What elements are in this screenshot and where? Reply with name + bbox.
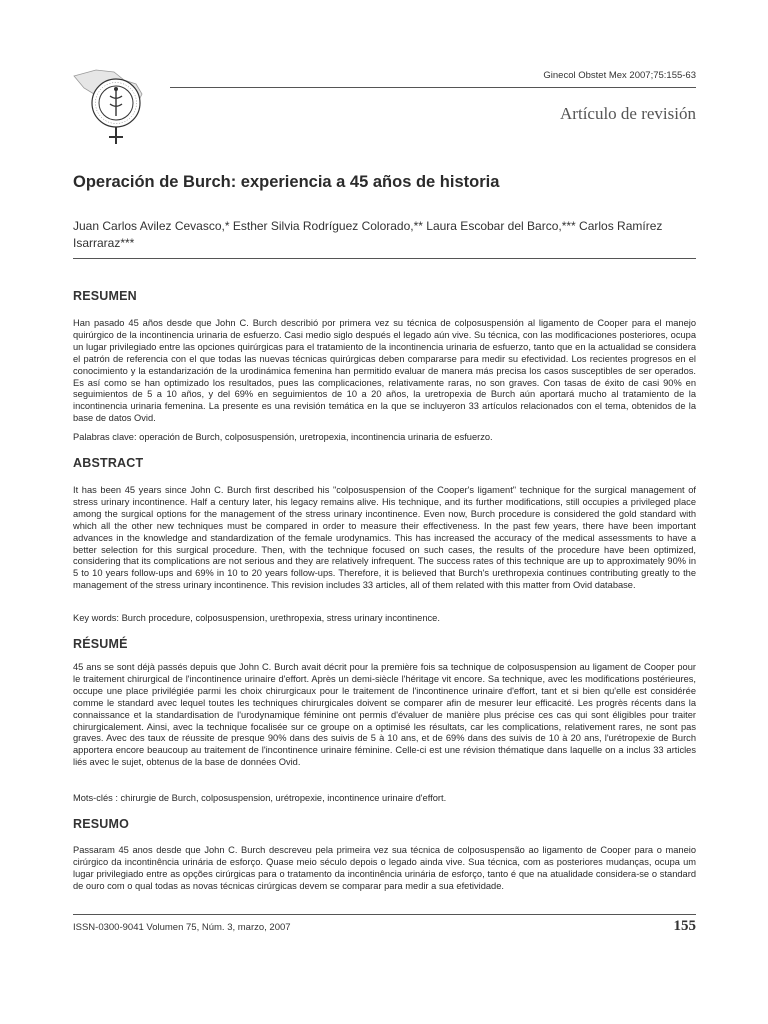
- resume-keywords: Mots-clés : chirurgie de Burch, colposuspension, urétropexie, incontinence urinaire d'effort.: [73, 793, 447, 803]
- header-divider: [170, 87, 696, 88]
- resume-heading: RÉSUMÉ: [73, 637, 128, 651]
- author-list: Juan Carlos Avilez Cevasco,* Esther Silvia Rodríguez Colorado,** Laura Escobar del Barco,*** Carlos Ramírez Isarraraz***: [73, 219, 663, 250]
- section-type-label: Artículo de revisión: [560, 104, 696, 123]
- resumen-body: Han pasado 45 años desde que John C. Burch describió por primera vez su técnica de colposuspensión al ligamento de Cooper para el manejo quirúrgico de la incontinencia urinaria de esfuerzo. Casi medio siglo después el legado aún vive. Su técnica, con las modificaciones posteriores, ocupa un lugar privilegiado entre las opciones quirúrgicas para el tratamiento de la incontinencia urinaria de esfuerzo, tanto que en la actualidad se considera el patrón de referencia con el que todas las nuevas técnicas quirúrgicas deben compararse para medir su efectividad. Los recientes progresos en el conocimiento y la estandarización de la urodinámica femenina han permitido evaluar de manera más precisa los casos susceptibles de ser operados. Es así como se han optimizado los resultados, pues las complicaciones, relativamente raras, no son graves. Con tasas de éxito de casi 90% en seguimientos de 5 a 10 años, y del 69% en seguimientos de 10 a 20 años, la uretropexia de Burch aún aportará mucho al tratamiento de la incontinencia urinaria femenina. La presente es una revisión temática en la que se incluyeron 33 artículos relacionados con el tema, obtenidos de la base de datos Ovid.: [73, 318, 696, 424]
- journal-reference: Ginecol Obstet Mex 2007;75:155-63: [543, 70, 696, 81]
- abstract-body: It has been 45 years since John C. Burch first described his "colposuspension of the Cooper's ligament" technique for the surgical management of stress urinary incontinence. Half a century later, his legacy remains alive. His technique, and its further modifications, still occupies a privileged place among the surgical options for the management of the stress urinary incontinence. Even now, Burch procedure is considered the gold standard with which all the other new techniques must be compared in order to measure their effectiveness. In the past few years, there have been important advances in the knowledge and standardization of the female urodynamics. This has increased the accuracy of the medical assessments to have a better selection for this surgical procedure. Then, with the technique focused on such cases, the results of the procedure have been optimized, considering that its complications are not serious and they are relatively infrequent. The success rates of this technique are up to approximately 90% in 5 to 10 years follow-ups and 69% in 10 to 20 years follow-ups. Therefore, it is believed that Burch's urethropexia continues contributing greatly to the management of the stress urinary incontinence. This revision includes 33 articles, all of them related with this matter from Ovid database.: [73, 485, 696, 591]
- authors-divider: [73, 258, 696, 259]
- issue-info: ISSN-0300-9041 Volumen 75, Núm. 3, marzo, 2007: [73, 922, 291, 933]
- resume-body: 45 ans se sont déjà passés depuis que John C. Burch avait décrit pour la première fois sa technique de colposuspension au ligament de Cooper pour le traitement chirurgical de l'incontinence urinaire d'effort. Après un demi-siècle l'héritage vit encore. Sa technique, avec les modifications postérieures, occupe une place privilégiée parmi les choix chirurgicaux pour le traitement de l'incontinence urinaire d'effort, tant et si bien qu'elle est considérée comme le standard avec lequel toutes les techniques chirurgicales doivent se comparer afin de mesurer leur efficacité. Les progrès récents dans la connaissance et la standardisation de l'urodynamique féminine ont permis d'évaluer de manière plus précise ces cas qui sont éligibles pour traiter chirurgicalement. Ainsi, avec la technique focalisée sur ce groupe on a optimisé les résultats, car les complications, relativement rares, ne sont pas graves. Avec des taux de réussite de presque 90% dans des suivis de 5 à 10 ans, et de 69% dans des suivis de 10 à 20 ans, l'urétropexie de Burch apportera encore beaucoup au traitement de l'incontinence urinaire féminine. Celle-ci est une révision thématique dans laquelle on a inclus 33 articles liés avec le sujet, obtenus de la base de données Ovid.: [73, 662, 696, 768]
- abstract-keywords: Key words: Burch procedure, colposuspension, urethropexia, stress urinary incontinence.: [73, 613, 440, 623]
- resumen-heading: RESUMEN: [73, 289, 137, 303]
- page-number: 155: [673, 918, 696, 934]
- journal-logo-icon: [66, 66, 166, 146]
- article-title: Operación de Burch: experiencia a 45 años de historia: [73, 173, 500, 191]
- resumen-keywords: Palabras clave: operación de Burch, colposuspensión, uretropexia, incontinencia urinaria de esfuerzo.: [73, 432, 493, 442]
- resumo-body: Passaram 45 anos desde que John C. Burch descreveu pela primeira vez sua técnica de colposuspensão ao ligamento de Cooper para o maneio cirúrgico da incontinência urinária de esforço. Quase meio século depois o legado ainda vive. Sua técnica, com as posteriores mudanças, ocupa um lugar privilegiado entre as opções cirúrgicas para o tratamento da incontinência urinária de esforço, tanto é que na atualidade considera-se o standard de ouro com o qual todas as novas técnicas cirúrgicas devem se comparar para medir a sua efetividade.: [73, 845, 696, 891]
- abstract-heading: ABSTRACT: [73, 456, 144, 470]
- resumo-heading: RESUMO: [73, 817, 130, 831]
- footer-divider: [73, 914, 696, 915]
